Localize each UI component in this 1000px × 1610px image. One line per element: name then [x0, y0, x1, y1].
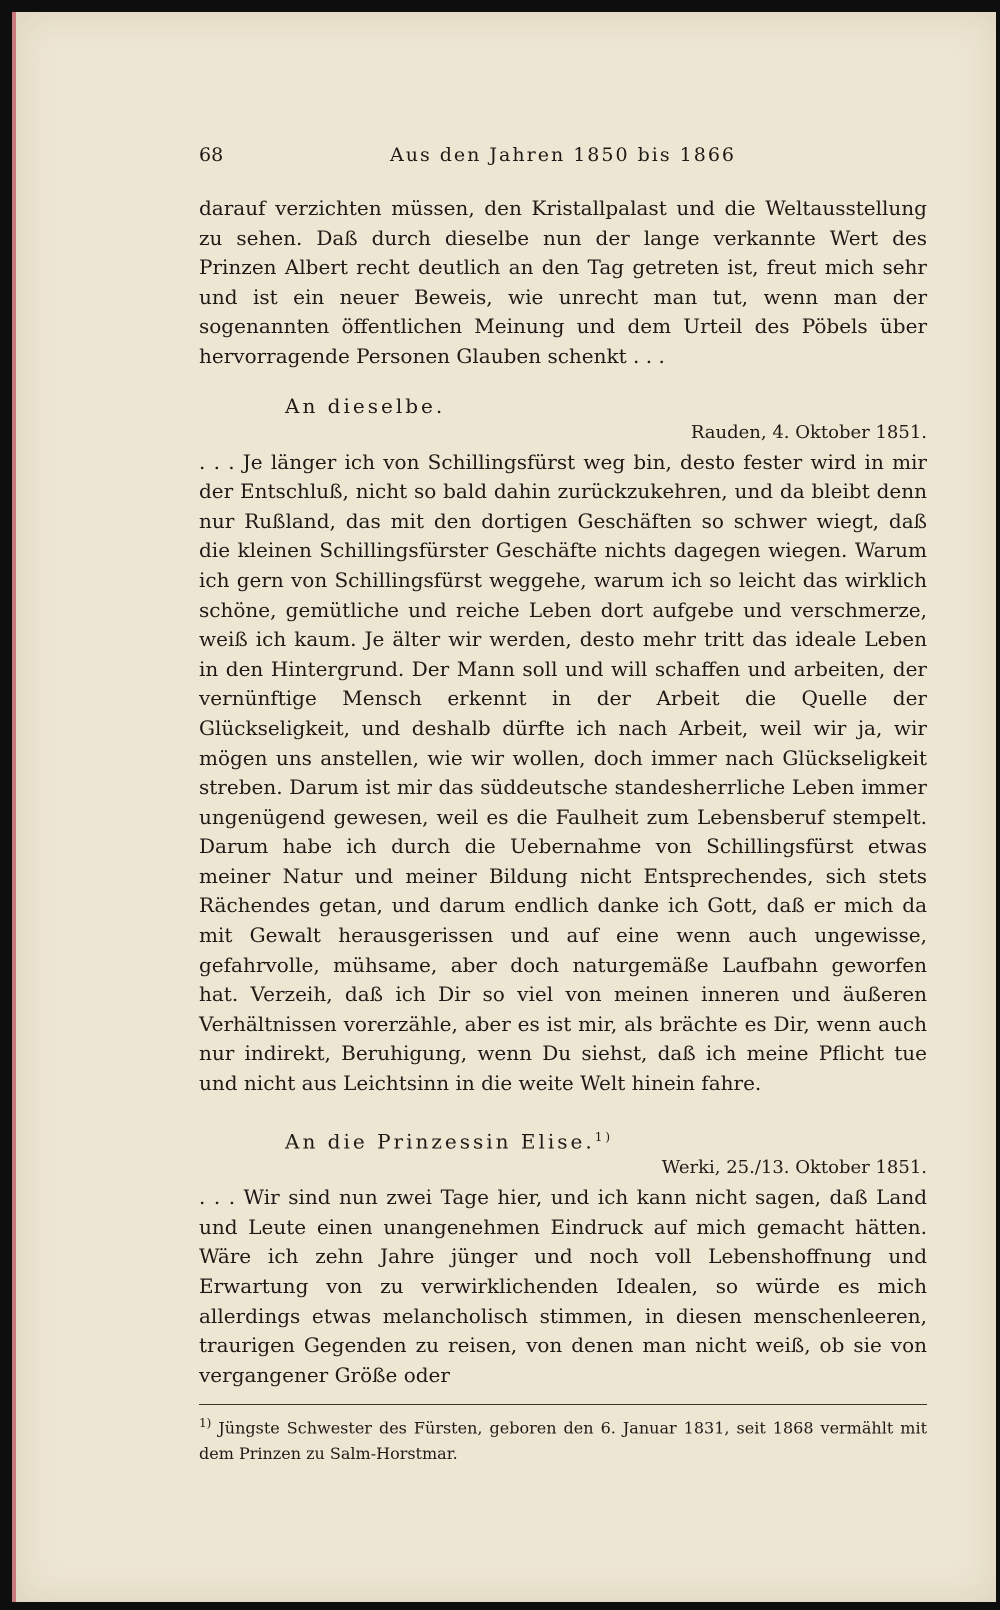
letter-heading-1: An dieselbe. [285, 393, 446, 418]
footnote-ref: 1) [594, 1129, 614, 1144]
page-content [199, 144, 927, 1466]
letter-paragraph-1: . . . Je länger ich von Schillingsfürst weg bin, desto fester wird in mir der Entschluß, nicht so bald dahin zurückzukehren, und da bleibt denn nur Rußland, das mit den dortigen Geschäften so schwer wiegt, daß die kleinen Schillingsfürster Geschäfte nichts dagegen wiegen. Warum ich gern von Schillingsfürst weggehe, warum ich so leicht das wirklich schöne, gemütliche und reiche Leben dort aufgebe und verschmerze, weiß ich kaum. Je älter wir werden, desto mehr tritt das ideale Leben in den Hintergrund. Der Mann soll und will schaffen und arbeiten, der vernünftige Mensch erkennt in der Arbeit die Quelle der Glückseligkeit, und deshalb dürfte ich nach Arbeit, weil wir ja, wir mögen uns anstellen, wie wir wollen, doch immer nach Glückseligkeit streben. Darum ist mir das süddeutsche standesherrliche Leben immer ungenügend gewesen, weil es die Faulheit zum Lebensberuf stempelt. Darum habe ich durch die Uebernahme von Schillingsfürst etwas meiner Natur und meiner Bildung nicht Entsprechendes, sich stets Rächendes getan, und darum endlich danke ich Gott, daß er mich da mit Gewalt herausgerissen und auf eine wenn auch ungewisse, gefahrvolle, mühsame, aber doch naturgemäße Laufbahn geworfen hat. Verzeih, daß ich Dir so viel von meinen inneren und äußeren Verhältnissen vorerzähle, aber es ist mir, als brächte es Dir, wenn auch nur indirekt, Beruhigung, wenn Du siehst, daß ich meine Pflicht tue und nicht aus Leichtsinn in die weite Welt hinein fahre. [199, 449, 927, 1096]
dateline-1: Rauden, 4. Oktober 1851. [690, 421, 927, 443]
letter-heading-2-text: An die Prinzessin Elise. [285, 1129, 595, 1154]
page-number: 68 [199, 144, 224, 166]
running-title: Aus den Jahren 1850 bis 1866 [390, 144, 736, 166]
letter-paragraph-2: . . . Wir sind nun zwei Tage hier, und ich kann nicht sagen, daß Land und Leute einen unangenehmen Eindruck auf mich gemacht hätten. Wäre ich zehn Jahre jünger und noch voll Lebenshoffnung und Erwartung von zu verwirklichenden Idealen, so würde es mich allerdings etwas melancholisch stimmen, in diesen menschenleeren, traurigen Gegenden zu reisen, von denen man nicht weiß, ob sie von vergangener Größe oder [199, 1185, 927, 1387]
footnote-divider [199, 1404, 927, 1405]
footnote [199, 1411, 927, 1465]
running-header [199, 144, 927, 170]
dateline-2: Werki, 25./13. Oktober 1851. [661, 1157, 927, 1179]
book-page [12, 12, 996, 1602]
intro-paragraph: darauf verzichten müssen, den Kristallpalast und die Weltausstellung zu sehen. Daß durch dieselbe nun der lange verkannte Wert des Prinzen Albert recht deutlich an den Tag getreten ist, freut mich sehr und ist ein neuer Beweis, wie unrecht man tut, wenn man der sogenannten öffentlichen Meinung und dem Urteil des Pöbels über hervorragende Personen Glauben schenkt . . . [199, 196, 927, 368]
footnote-text: Jüngste Schwester des Fürsten, geboren den 6. Januar 1831, seit 1868 vermählt mit dem Prinzen zu Salm-Horstmar. [199, 1418, 927, 1463]
letter-heading-2 [285, 1123, 927, 1156]
footnote-marker: 1) [199, 1416, 212, 1431]
